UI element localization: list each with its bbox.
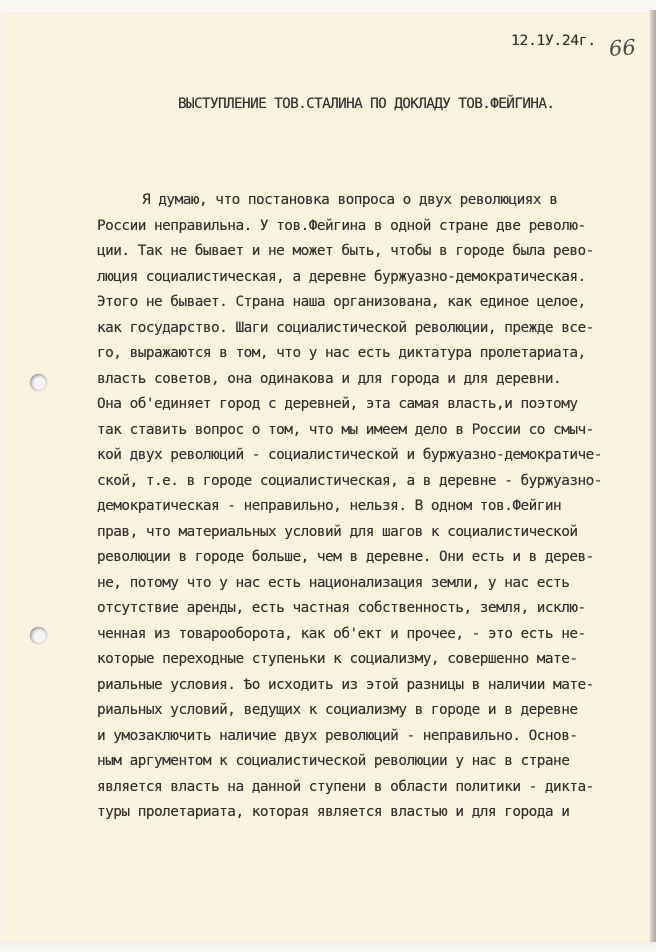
text-line: отсутствие аренды, есть частная собственность, земля, исклю- bbox=[97, 600, 586, 616]
text-line: Я думаю, что постановка вопроса о двух революциях в bbox=[142, 192, 558, 208]
scan-bottom-margin bbox=[0, 942, 656, 952]
text-line: не, потому что у нас есть национализация земли, у нас есть bbox=[97, 574, 570, 591]
body-text bbox=[97, 188, 602, 826]
text-line: ции. Так не бывает и не может быть, чтобы в городе была рево- bbox=[97, 243, 594, 259]
text-line: власть советов, она одинакова и для города и для деревни. bbox=[97, 370, 562, 387]
text-line: ченная из товарооборота, как об'ект и прочее, - это есть не- bbox=[97, 625, 586, 642]
text-line: прав, что материальных условий для шагов к социалистической bbox=[97, 523, 578, 540]
page-edge-shadow bbox=[650, 10, 656, 952]
text-line: России неправильна. У тов.Фейгина в одной стране две револю- bbox=[97, 217, 586, 234]
text-line: демократическая - неправильно, нельзя. В одном тов.Фейгин bbox=[97, 498, 562, 514]
document-title: ВЫСТУПЛЕНИЕ ТОВ.СТАЛИНА ПО ДОКЛАДУ ТОВ.ФЕЙГИНА. bbox=[178, 96, 555, 112]
document-date: 12.1У.24г. bbox=[511, 32, 596, 49]
text-line: ным аргументом к социалистической революции у нас в стране bbox=[97, 753, 570, 769]
text-line: туры пролетариата, которая является властью и для города и bbox=[97, 804, 570, 820]
text-line: Этого не бывает. Страна наша организована, как единое целое, bbox=[97, 294, 586, 310]
text-line: является власть на данной ступени в области политики - дикта- bbox=[97, 778, 594, 795]
text-line: так ставить вопрос о том, что мы имеем дело в России со смыч- bbox=[97, 421, 594, 438]
text-line: кой двух революций - социалистической и буржуазно-демократиче- bbox=[97, 447, 602, 463]
folio-number: 66 bbox=[608, 35, 637, 61]
text-line: Она об'единяет город с деревней, эта самая власть,и поэтому bbox=[97, 396, 578, 412]
punch-hole bbox=[30, 374, 47, 391]
text-line: ской, т.е. в городе социалистическая, а в деревне - буржуазно- bbox=[97, 472, 602, 489]
text-line: которые переходные ступеньки к социализму, совершенно мате- bbox=[97, 651, 578, 667]
text-line: люция социалистическая, а деревне буржуазно-демократическая. bbox=[97, 268, 586, 285]
text-line: го, выражаются в том, что у нас есть диктатура пролетариата, bbox=[97, 345, 586, 361]
text-line: риальных условий, ведущих к социализму в городе и в деревне bbox=[97, 702, 578, 718]
text-line: и умозаключить наличие двух революций - неправильно. Основ- bbox=[97, 727, 578, 744]
punch-hole bbox=[30, 627, 47, 644]
text-line: как государство. Шаги социалистической революции, прежде все- bbox=[97, 319, 594, 336]
text-line: риальные условия. Ѣо исходить из этой разницы в наличии мате- bbox=[97, 676, 594, 693]
text-line: революции в городе больше, чем в деревне. Они есть и в дерев- bbox=[97, 549, 594, 565]
